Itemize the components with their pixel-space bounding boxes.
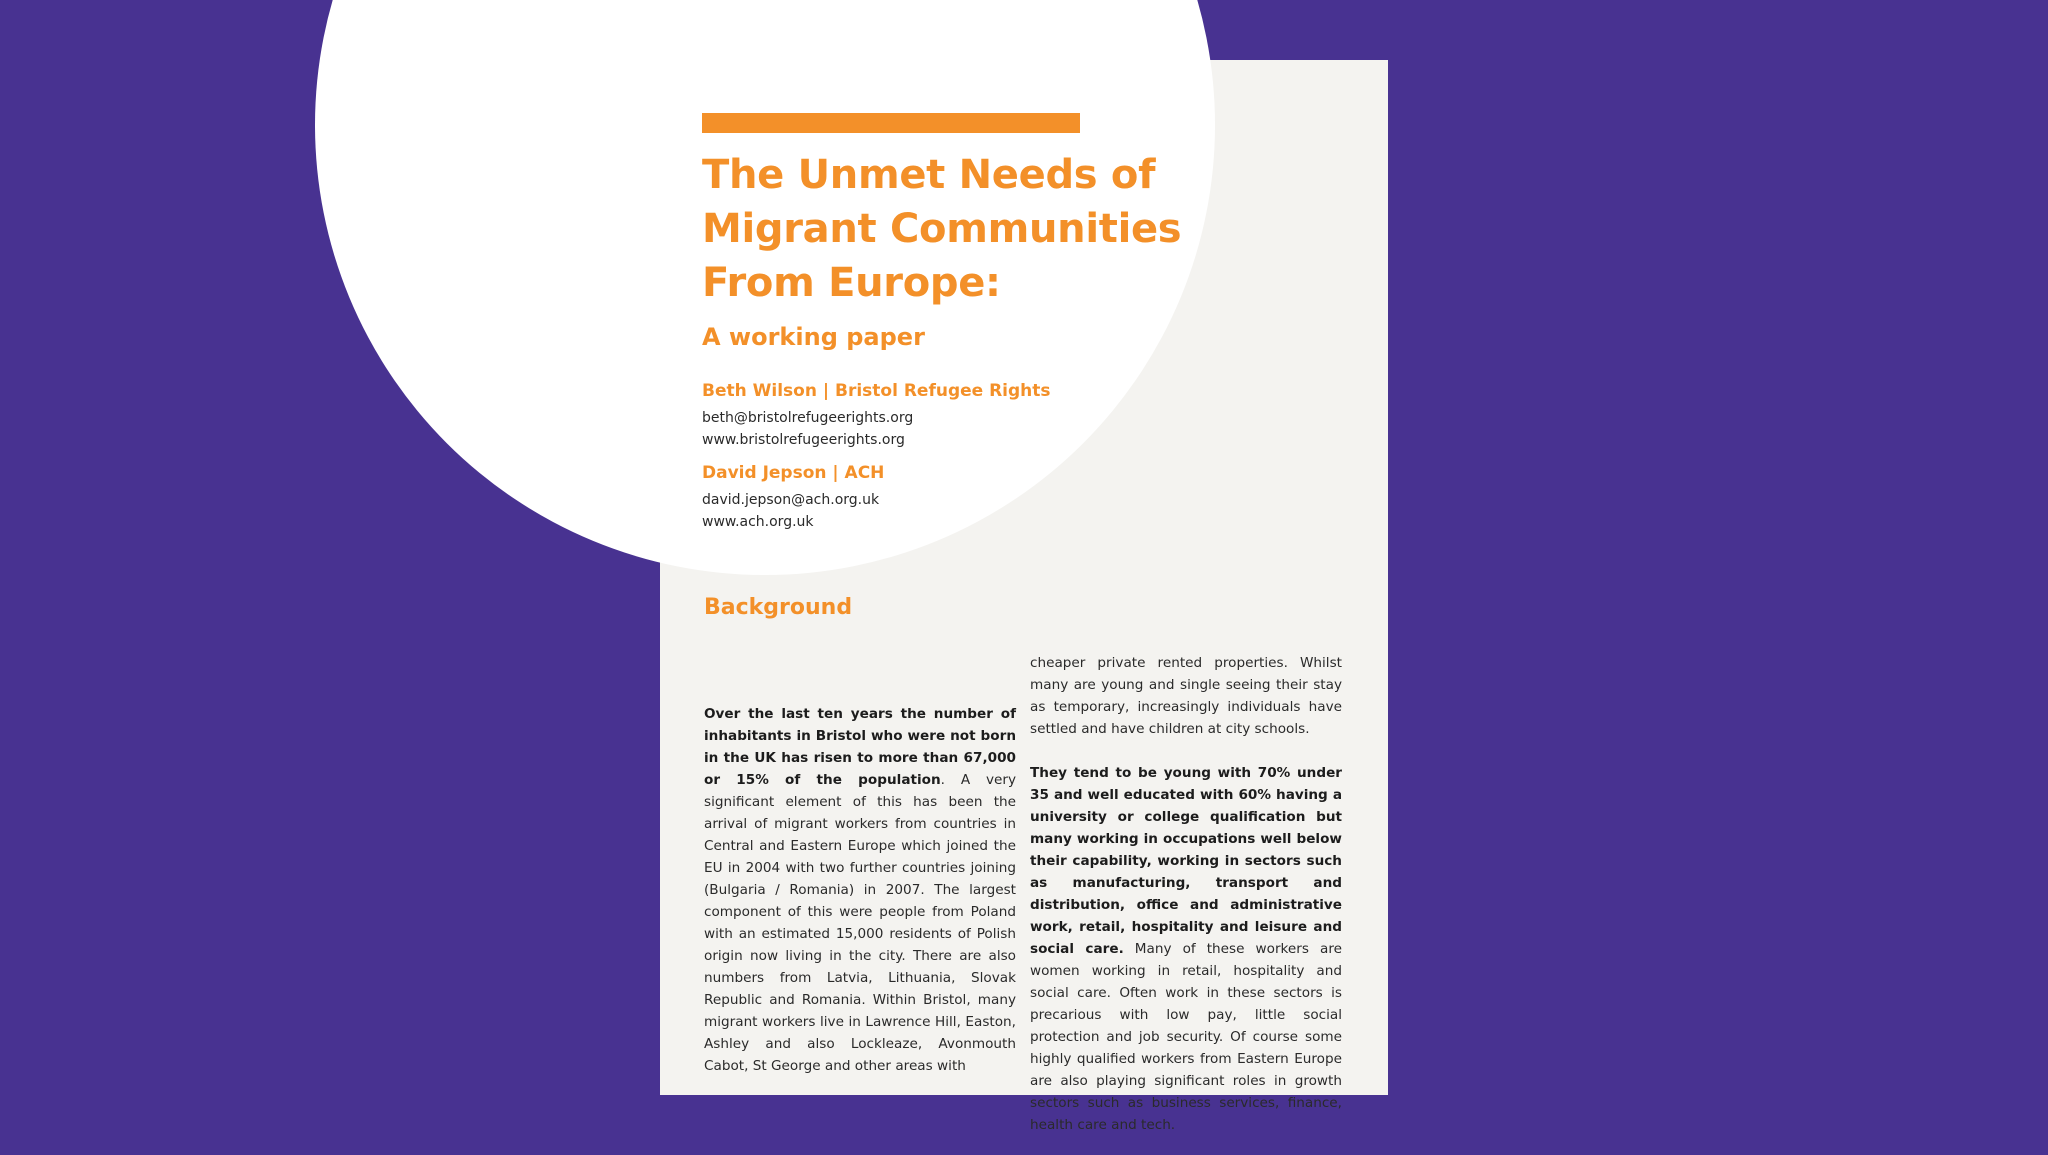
title-line-1: The Unmet Needs of — [702, 152, 1156, 198]
author-website-1: www.bristolrefugeerights.org — [702, 432, 905, 448]
document-title — [702, 148, 1302, 310]
paragraph-2 — [1030, 762, 1342, 1136]
paragraph-2-lead: They tend to be young with 70% under 35 and well educated with 60% having a university or college qualification but many working in occupations well below their capability, working in sectors such as manufacturing, transport and distribution, office and administrative work, retail, hospitality and leisure and social care. — [1030, 765, 1342, 957]
paragraph-2-body: Many of these workers are women working in retail, hospitality and social care. Often work in these sectors is precarious with low pay, little social protection and job security. Of course some highly qualified workers from Eastern Europe are also playing significant roles in growth sectors such as business services, finance, health care and tech. — [1030, 941, 1342, 1133]
paragraph-1-continued: cheaper private rented properties. Whilst many are young and single seeing their stay as temporary, increasingly individuals have settled and have children at city schools. — [1030, 655, 1342, 737]
title-line-3: From Europe: — [702, 260, 1001, 306]
paragraph-1-lead: Over the last ten years the number of inhabitants in Bristol who were not born in the UK has risen to more than 67,000 or 15% of the population — [704, 706, 1016, 788]
document-page — [660, 60, 1388, 1133]
author-email-2: david.jepson@ach.org.uk — [702, 492, 880, 508]
author-name-1: Beth Wilson | Bristol Refugee Rights — [702, 381, 1051, 401]
text-column-right — [1030, 652, 1342, 1136]
accent-bar — [702, 113, 1080, 133]
title-line-2: Migrant Communities — [702, 206, 1182, 252]
paragraph-1-body: . A very significant element of this has been the arrival of migrant workers from countries in Central and Eastern Europe which joined the EU in 2004 with two further countries joining (Bulgaria / Romania) in 2007. The largest component of this were people from Poland with an estimated 15,000 residents of Polish origin now living in the city. There are also numbers from Latvia, Lithuania, Slovak Republic and Romania. Within Bristol, many migrant workers live in Lawrence Hill, Easton, Ashley and also Lockleaze, Avonmouth Cabot, St George and other areas with — [704, 772, 1016, 1074]
paragraph-1 — [704, 703, 1016, 1077]
section-heading-background: Background — [704, 595, 853, 620]
text-column-left — [704, 703, 1016, 1077]
author-email-1: beth@bristolrefugeerights.org — [702, 410, 914, 426]
author-name-2: David Jepson | ACH — [702, 463, 885, 483]
author-website-2: www.ach.org.uk — [702, 514, 814, 530]
document-subtitle: A working paper — [702, 323, 925, 351]
